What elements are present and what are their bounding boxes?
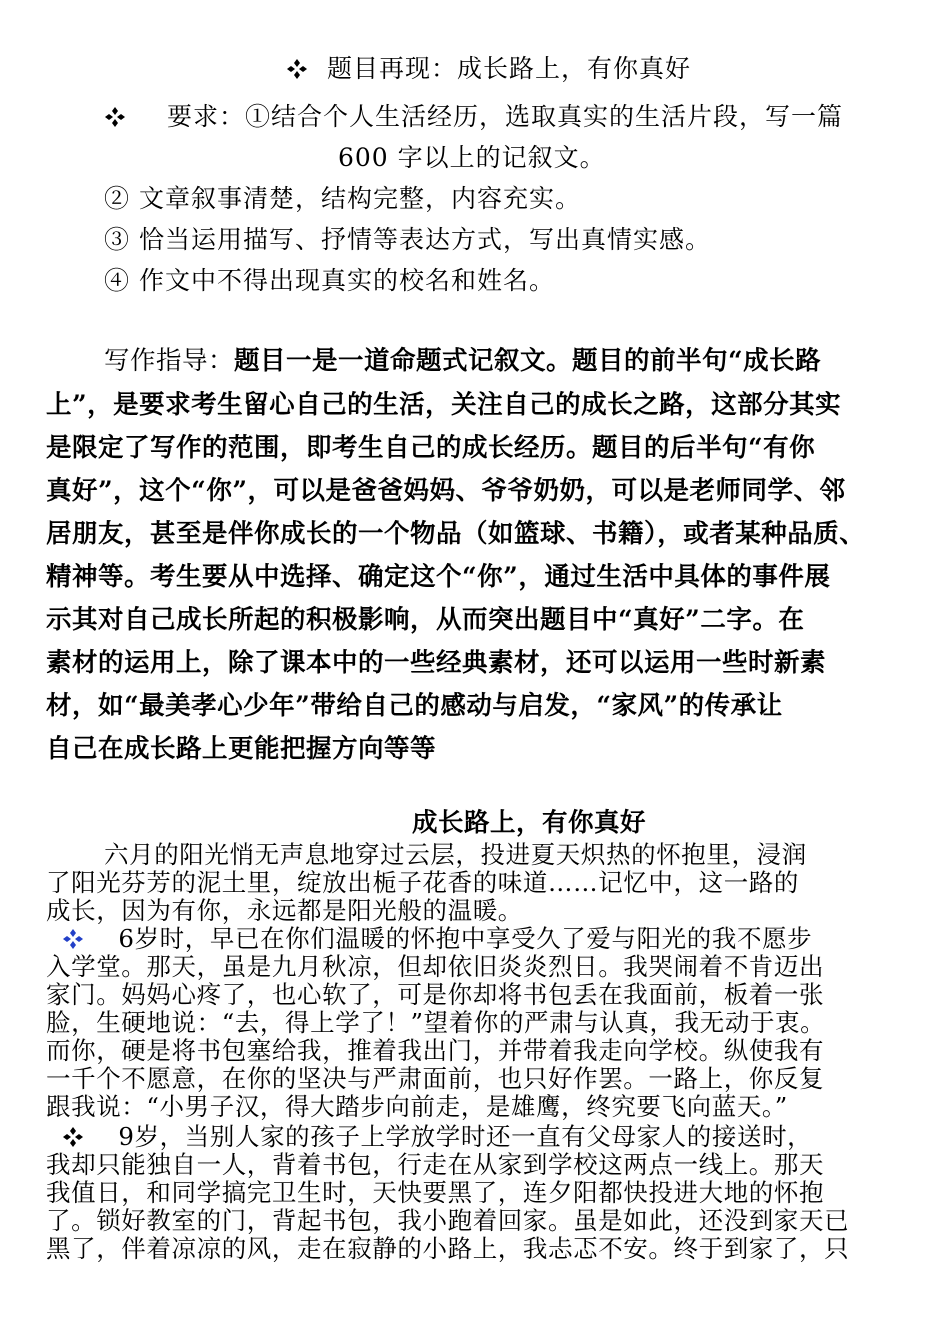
requirement-item-2: ② 文章叙事清楚，结构完整，内容充实。: [104, 184, 581, 213]
requirement-text-1: 要求：①结合个人生活经历，选取真实的生活片段，写一篇: [166, 102, 843, 131]
guidance-line-6: 精神等。考生要从中选择、确定这个“你”，通过生活中具体的事件展: [46, 562, 831, 592]
essay-line-12: 我却只能独自一人，背着书包，行走在从家到学校这两点一线上。那天: [46, 1150, 825, 1179]
guidance-line-4: 真好”，这个“你”，可以是爸爸妈妈、爷爷奶奶，可以是老师同学、邻: [46, 476, 846, 506]
requirement-line-2: 600 字以上的记叙文。: [338, 143, 606, 172]
essay-line-5: 入学堂。那天，虽是九月秋凉，但却依旧炎炎烈日。我哭闹着不肯迈出: [46, 952, 825, 981]
topic-line: [286, 52, 691, 86]
guidance-line-1: [104, 344, 821, 378]
essay-line-15: 黑了，伴着凉凉的风，走在寂静的小路上，我忐忑不安。终于到家了，只: [46, 1234, 850, 1263]
requirement-item-3: ③ 恰当运用描写、抒情等表达方式，写出真情实感。: [104, 225, 711, 254]
requirement-item-4: ④ 作文中不得出现真实的校名和姓名。: [104, 266, 555, 295]
essay-line-14: 了。锁好教室的门，背起书包，我小跑着回家。虽是如此，还没到家天已: [46, 1206, 850, 1235]
guidance-line-8: 素材的运用上，除了课本中的一些经典素材，还可以运用一些时新素: [46, 648, 827, 678]
essay-line-8: 而你，硬是将书包塞给我，推着我出门，并带着我走向学校。纵使我有: [46, 1036, 825, 1065]
essay-line-3: 成长，因为有你，永远都是阳光般的温暖。: [46, 896, 523, 925]
guidance-text-1: 题目一是一道命题式记叙文。题目的前半句“成长路: [234, 346, 822, 376]
essay-line-11: [62, 1124, 812, 1150]
essay-text-4: 6岁时，早已在你们温暖的怀抱中享受久了爱与阳光的我不愿步: [118, 924, 813, 953]
essay-line-7: 脸，生硬地说：“去，得上学了！”望着你的严肃与认真，我无动于衷。: [46, 1008, 826, 1037]
requirement-line-1: [104, 100, 843, 134]
four-diamond-icon: [62, 1126, 84, 1148]
essay-line-1: 六月的阳光悄无声息地穿过云层，投进夏天炽热的怀抱里，浸润: [104, 840, 807, 869]
guidance-label: 写作指导：: [104, 346, 235, 376]
four-diamond-icon: [62, 928, 84, 950]
guidance-line-2: 上”，是要求考生留心自己的生活，关注自己的成长之路，这部分其实: [46, 390, 842, 420]
guidance-line-10: 自己在成长路上更能把握方向等等: [46, 734, 437, 764]
essay-line-2: 了阳光芬芳的泥土里，绽放出栀子花香的味道……记忆中，这一路的: [46, 868, 799, 897]
essay-line-4: [62, 926, 812, 952]
guidance-line-5: 居朋友，甚至是伴你成长的一个物品（如篮球、书籍），或者某种品质、: [46, 519, 866, 549]
essay-line-10: 跟我说：“小男子汉，得大踏步向前走，是雄鹰，终究要飞向蓝天。”: [46, 1092, 788, 1121]
guidance-line-7: 示其对自己成长所起的积极影响，从而突出题目中“真好”二字。在: [46, 605, 805, 635]
guidance-line-9: 材，如“最美孝心少年”带给自己的感动与启发，“家风”的传承让: [46, 691, 783, 721]
four-diamond-icon: [286, 58, 308, 80]
essay-title: 成长路上，有你真好: [412, 808, 647, 838]
essay-line-13: 我值日，和同学搞完卫生时，天快要黑了，连夕阳都快投进大地的怀抱: [46, 1178, 825, 1207]
four-diamond-icon: [104, 106, 126, 128]
guidance-line-3: 是限定了写作的范围，即考生自己的成长经历。题目的后半句“有你: [46, 433, 816, 463]
essay-line-6: 家门。妈妈心疼了，也心软了，可是你却将书包丢在我面前，板着一张: [46, 980, 825, 1009]
essay-text-11: 9岁，当别人家的孩子上学放学时还一直有父母家人的接送时，: [118, 1122, 813, 1151]
topic-text: 题目再现：成长路上，有你真好: [326, 54, 691, 83]
essay-line-9: 一千个不愿意，在你的坚决与严肃面前，也只好作罢。一路上，你反复: [46, 1064, 825, 1093]
